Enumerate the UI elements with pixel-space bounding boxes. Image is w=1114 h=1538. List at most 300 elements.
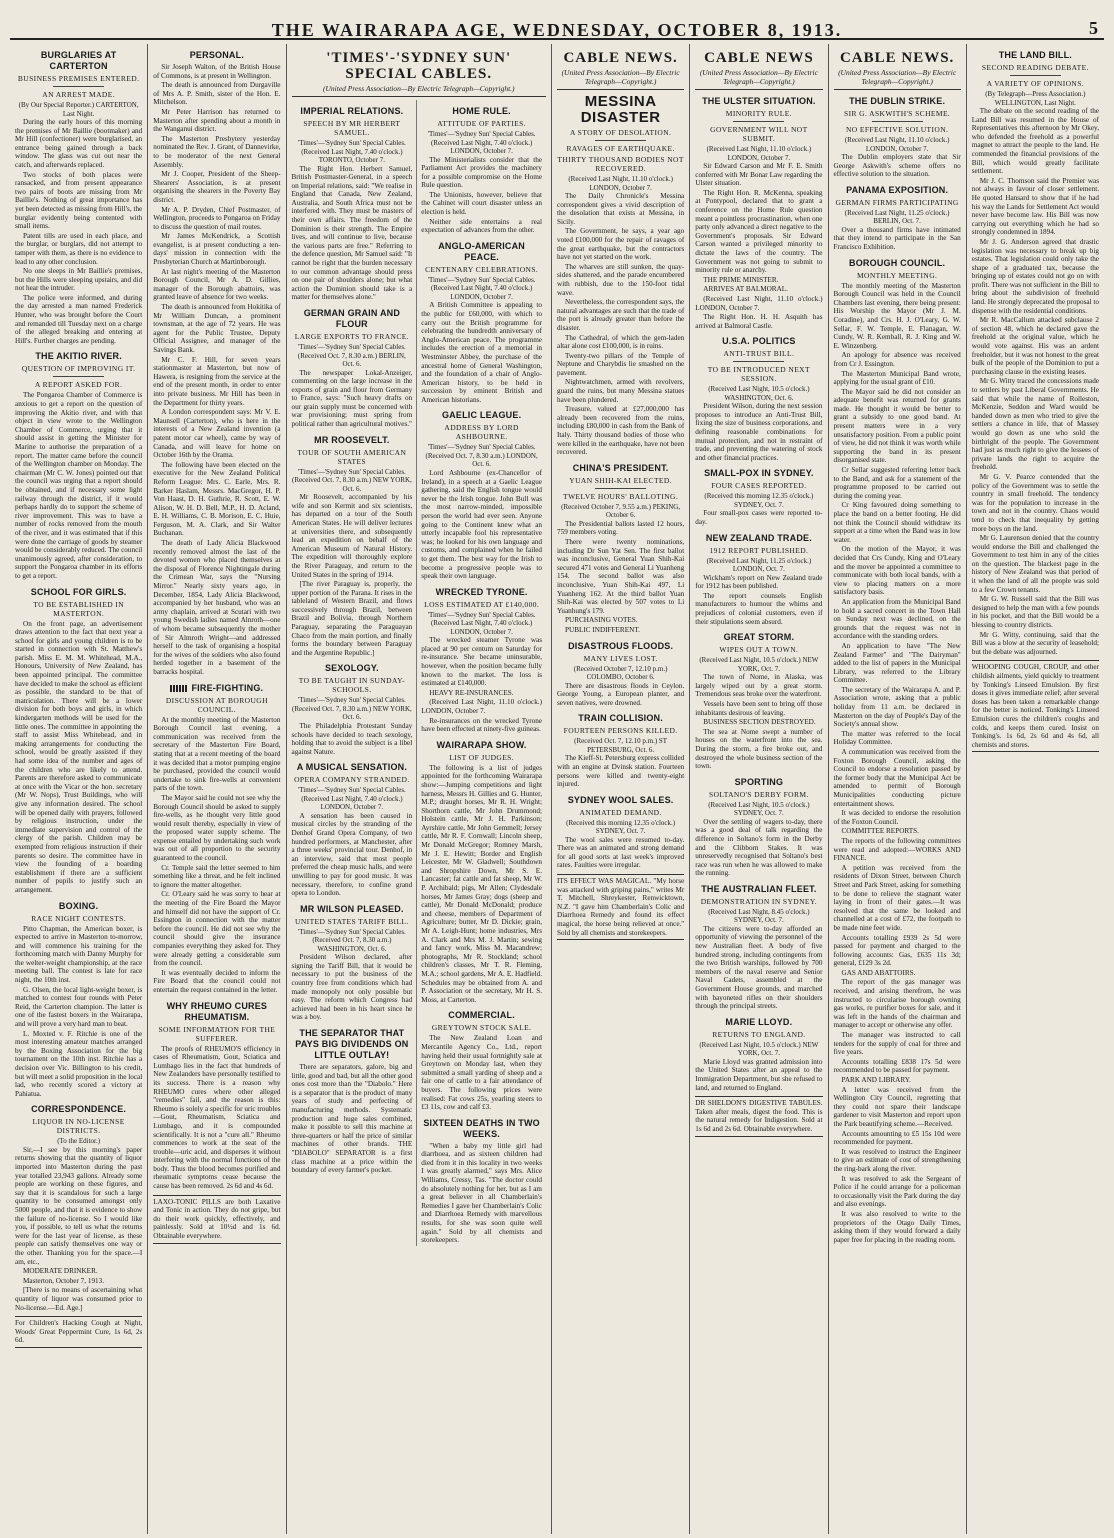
paragraph: Mr J. G. Anderson agreed that drastic legislation was necessary to break up big estates. That legislation could only take the shape of a graduated tax, because the bringing up of estates could not go on with profit. There was not sufficient in the Bill to bring about the subdivision of freehold land. He strongly deprecated the proposal to dispense with the residential conditions. bbox=[971, 237, 1099, 315]
subheading: DEMONSTRATION IN SYDNEY. bbox=[700, 896, 818, 906]
paragraph: COMMITTEE REPORTS. bbox=[841, 827, 919, 836]
headline: BOROUGH COUNCIL. bbox=[849, 257, 946, 268]
article bbox=[421, 241, 542, 405]
paragraph: The Kieff-St. Petersburg express collided with an engine at Dvinsk station. Fourteen persons were killed and twenty-eight injured. bbox=[557, 754, 685, 789]
divider bbox=[53, 86, 104, 87]
subheading: LIQUOR IN NO-LICENSE DISTRICTS. bbox=[32, 1117, 125, 1136]
paragraph: At the monthly meeting of the Masterton Borough Council last evening, a communication was received from the secretary of the Masterton Fire Board, stating that at a recent meeting of the board it was decided that a motor pumping engine be purchased, provided the council would undertake to sink fire-wells at convenient parts of the town. bbox=[153, 715, 281, 793]
paragraph: The Daily Chronicle's Messina correspondent gives a vivid description of the desolation that exists at Messina, in Sicily. bbox=[557, 192, 685, 226]
subheading: TO BE TAUGHT IN SUNDAY-SCHOOLS. bbox=[298, 676, 405, 695]
dateline: (Received Last Night, 10.5 o'clock.) NEW YORK, Oct. 7. bbox=[699, 656, 819, 673]
dateline: (By Telegraph—Press Association.) WELLINGTON, Last Night. bbox=[985, 90, 1086, 107]
headline: MESSINA DISASTER bbox=[580, 93, 661, 126]
dateline: 'Times'—'Sydney Sun' Special Cables. (Received Last Night, 7.40 o'clock.) LONDON, October 7. bbox=[427, 610, 536, 636]
paragraph: The secretary of the Wairarapa A. and P. Association wrote, asking that a public holiday from 11 a.m. be declared in Masterton on the day of People's Day of the Society's annual show. bbox=[833, 685, 961, 729]
masthead bbox=[10, 8, 1104, 40]
paragraph: A letter was received from the Wellington City Council, regretting that they could not spare their landscape gardener to visit Masterton and report upon the Park beautifying scheme.—Received. bbox=[833, 1085, 961, 1128]
headline: TRAIN COLLISION. bbox=[578, 713, 663, 724]
article bbox=[153, 1195, 280, 1244]
subheading: A VARIETY OF OPINIONS. bbox=[986, 79, 1085, 88]
subheading: ANIMATED DEMAND. bbox=[579, 807, 662, 817]
article bbox=[557, 463, 684, 635]
divider bbox=[53, 376, 104, 377]
paragraph: Nevertheless, the correspondent says, the natural advantages are such that the trade of the port is already greater than before the disaster. bbox=[557, 298, 685, 332]
paragraph: THE PRIME MINISTER. bbox=[703, 275, 779, 284]
headline: SCHOOL FOR GIRLS. bbox=[30, 586, 127, 597]
subheading: DISCUSSION AT BOROUGH COUNCIL. bbox=[165, 695, 268, 714]
subheading: MONTHLY MEETING. bbox=[856, 270, 938, 280]
paragraph: The Government, he says, a year ago voted £100,000 for the repair of ravages of the great earthquake, but the contractors have not yet started on the work. bbox=[557, 227, 685, 262]
paragraph: PARK AND LIBRARY. bbox=[841, 1076, 911, 1084]
page-number: 5 bbox=[1089, 18, 1098, 38]
headline: THE SEPARATOR THAT PAYS BIG DIVIDENDS ON LITTLE OUTLAY! bbox=[295, 1028, 409, 1060]
article bbox=[695, 632, 822, 771]
paragraph: (Received Last Night, 11.10 o'clock.) LONDON, October 7. bbox=[695, 294, 823, 312]
advertisement bbox=[557, 874, 684, 940]
paragraph: Mr James McKendrick, a Scottish evangelist, is at present conducting a ten-days' mission in connection with the Presbyterian Church at Martinborough. bbox=[153, 232, 281, 267]
paragraph: The Right Hon. H. H. Asquith has arrived at Balmoral Castle. bbox=[695, 313, 823, 330]
paragraph: Accounts totalling £939 2s 5d were passed for payment and charged to the following accounts: Gas, £635 11s 3d; general, £129 3s 2d. bbox=[833, 933, 961, 968]
paragraph: During the early hours of this morning the premises of Mr Baillie (bootmaker) and Mr Hill (confectioner) were burglarised, an entrance being gained through a back window. The glass was cut out near the catch, and afterwards replaced. bbox=[15, 118, 143, 169]
column-cable-news-2 bbox=[689, 44, 827, 1534]
paragraph: The manager was instructed to call tenders for the supply of coal for three and five years. bbox=[833, 1031, 961, 1057]
special-cables-body bbox=[292, 100, 547, 1246]
subheading: LARGE EXPORTS TO FRANCE. bbox=[294, 332, 410, 341]
article bbox=[292, 308, 413, 429]
paragraph: Wickham's report on New Zealand trade for 1912 has been published. bbox=[695, 573, 823, 591]
paragraph: The Right Hon. Herbert Samuel, British Postmaster-General, in a speech on Imperial relations, said: "We realise in England that Canada, New Zealand, Australia, and South Africa must not be interfered with. They must be masters of their own affairs. The freedom of the Dominion is their strength. The Empire lives, and will continue to live, because the various parts are free." Referring to the defence question, Mr Samuel said: "It cannot be right that the burden necessary to our common advantage should press on one pair of shoulders alone; but what action the Dominion should take is a matter for themselves alone." bbox=[291, 164, 413, 302]
headline: PERSONAL. bbox=[189, 50, 245, 60]
paragraph: Vessels have been sent to bring off those inhabitants desirous of leaving. bbox=[695, 699, 823, 717]
subheading: ADDRESS BY LORD ASHBOURNE. bbox=[444, 423, 519, 442]
subheading: SPEECH BY MR HERBERT SAMUEL. bbox=[303, 119, 401, 137]
paragraph: PUBLIC INDIFFERENT. bbox=[565, 625, 640, 634]
subheading: OPERA COMPANY STRANDED. bbox=[294, 775, 410, 785]
article bbox=[695, 533, 822, 627]
paragraph: President Wilson, during the next session proposes to introduce an Anti-Trust Bill, fixing the size of business corporations, and defining reasonable combinations for mutual protection, and not in restraint of trade, and preventing the watering of stock and other financial practices. bbox=[695, 402, 823, 462]
paragraph: The Philadelphia Protestant Sunday schools have decided to teach sexology, holding that to avoid the subject is a libel against Nature. bbox=[291, 721, 413, 756]
paragraph: No one sleeps in Mr Baillie's premises, but the Hills were sleeping upstairs, and did not hear the intruder. bbox=[15, 267, 143, 293]
paragraph: The Unionists, however, believe that the Cabinet will court disaster unless an election is held. bbox=[421, 190, 542, 217]
paragraph: The reports of the following committees were read and adopted:—WORKS AND FINANCE. bbox=[833, 836, 961, 863]
paragraph: The Cathedral, of which the gem-laden altar alone cost £100,000, is in ruins. bbox=[557, 333, 685, 351]
divider bbox=[1010, 75, 1061, 76]
subheading: ATTITUDE OF PARTIES. bbox=[437, 119, 526, 128]
paragraph: The death is announced from Hokitika of Mr William Duncan, a prominent townsman, at the age of 72 years. He was agent for the Public Trustee, Deputy Official Assignee, and manager of the Savings Bank. bbox=[153, 303, 281, 354]
paragraph: PURCHASING VOTES. bbox=[565, 616, 638, 625]
paragraph: An application to have "The New Zealand Farmer" and "The Dairyman" added to the list of papers in the Municipal Library, was referred to the Library Committee. bbox=[833, 641, 961, 685]
divider bbox=[595, 140, 646, 141]
paragraph: Nightwatchmen, armed with revolvers, guard the ruins, but many Messina statues have been plundered. bbox=[557, 378, 685, 404]
headline: WRECKED TYRONE. bbox=[435, 586, 528, 597]
paragraph: Masterton, October 7, 1913. bbox=[23, 1276, 105, 1285]
paragraph: Over a thousand firms have intimated that they intend to participate in the San Francisco Exhibition. bbox=[833, 225, 961, 251]
article bbox=[834, 50, 961, 90]
paragraph: Sir,—I see by this morning's paper returns showing that the quantity of liquor imported into Masterton during the past year totalled 23,943 gallons. Already some people are working on these figures, and say that it is scandalous for such a large quantity to be consumed amongst only 5000 people, and that it is evidence to show the failure of no-license. So I would like you, if possible, to tell us what the returns were for the last year of license, as these people can satisfy themselves one way or the other. Thanking you for the space.—I am, etc., bbox=[15, 1145, 143, 1266]
paragraph: The town of Nome, in Alaska, was largely wiped out by a great storm. Tremendous seas broke over the waterfront. bbox=[695, 673, 823, 699]
dateline: (Received this morning 12.35 o'clock.) SYDNEY, Oct. 7. bbox=[566, 818, 676, 836]
article bbox=[695, 884, 822, 1011]
credit-line: (United Press Association—By Electric Telegraph—Copyright.) bbox=[695, 68, 822, 90]
dateline: (Received Last Night, 11.10 o'clock.) LONDON, October 7. bbox=[568, 175, 673, 192]
paragraph: Mr G. Witty traced the concessions made to settlers by past Liberal Governments. He said that while the name of Rolleston, McKenzie, Seddon and Ward would be handed down as men who tried to give the settlers a chance in life, that of Massey would go down as one who sold the birthright of the people. The Government had just as much right to give the lessees of private lands the right to acquire the freehold. bbox=[971, 377, 1099, 472]
dateline: 'Times'—'Sydney Sun' Special Cables. (Received Oct. 7, 8.30 a.m.) NEW YORK, Oct. 6. bbox=[292, 467, 412, 493]
paragraph: Mr R. MacCallum attacked subclause 2 of section 48, which he declared gave the freehold at the original value, which he would vote against. His was an ardent freeholder, but it was not honest to the great bulk of the people of the Dominion to put a purchasing clause in the existing leases. bbox=[971, 316, 1099, 376]
headline: NEW ZEALAND TRADE. bbox=[705, 532, 812, 543]
credit-line: (United Press Association—By Electric Telegraph—Copyright.) bbox=[557, 68, 684, 90]
divider bbox=[872, 121, 923, 122]
headline: GAELIC LEAGUE. bbox=[441, 410, 522, 421]
subheading: TO BE INTRODUCED NEXT SESSION. bbox=[707, 365, 810, 384]
subheading: FOUR CASES REPORTED. bbox=[711, 481, 807, 491]
paragraph: Mr G. W. Russell said that the Bill was designed to help the man with a few pounds in his pocket, and that the Bill would be a blessing to country districts. bbox=[971, 595, 1099, 630]
divider bbox=[733, 361, 784, 362]
article bbox=[695, 777, 822, 878]
article bbox=[557, 713, 684, 788]
paragraph: It was resolved to ask the Sergeant of Police if he could arrange for a policeman to occasionally visit the Park during the day and also evenings. bbox=[833, 1174, 961, 1209]
paragraph: HEAVY RE-INSURANCES. bbox=[429, 688, 514, 697]
subheading: TO BE ESTABLISHED IN MASTERTON. bbox=[33, 599, 125, 618]
column-cable-news-1 bbox=[551, 44, 689, 1534]
headline: PANAMA EXPOSITION. bbox=[846, 184, 949, 195]
headline: HOME RULE. bbox=[452, 106, 511, 116]
headline: MR WILSON PLEASED. bbox=[300, 903, 404, 914]
subheading: ANTI-TRUST BILL. bbox=[723, 349, 795, 359]
paragraph: Sir Joseph Walton, of the British House of Commons, is at present in Wellington. bbox=[153, 63, 281, 80]
headline: SMALL-POX IN SYDNEY. bbox=[704, 468, 814, 479]
paragraph: The proofs of RHEUMO'S efficiency in cases of Rheumatism, Gout, Sciatica and Lumbago lies in the fact that hundreds of New Zealanders have personally testified to its success. There is a reason why RHEUMO cures where other alleged "remedies" fail, and the reason is this: Rheumo is solely a specific for uric troubles—Gout, Rheumatism, Sciatica and Lumbago, and it is compounded scientifically. It is not a "cure all." Rheumo commences to work at the seat of the trouble—uric acid, and disperses it without interfering with the normal functions of the body. Thus the blood becomes purified and rheumatic symptoms cease because the cause has been removed. 2s 6d and 4s 6d. bbox=[153, 1044, 281, 1191]
subheading: LIST OF JUDGES. bbox=[449, 752, 515, 762]
paragraph: Mr G. V. Pearce contended that the policy of the Government was to settle the country in small freehold. The tendency was for the population to increase in the town and not in the country. Chaos would tend to check that inequality by getting more boys on the land. bbox=[971, 472, 1099, 533]
advertisement-text: ITS EFFECT WAS MAGICAL. "My horse was attacked with griping pains," writes Mr T. Mitchell, Shreykester, Renwicktown, N.Z. "I gave him Chamberlain's Colic and Diarrhoea Remedy and found its effect magical, the horse being relieved at once." Sold by all chemists and storekeepers. bbox=[557, 877, 685, 937]
headline: SEXOLOGY. bbox=[324, 663, 379, 674]
paragraph: The citizens were to-day afforded an opportunity of viewing the personnel of the new Australian fleet. A body of five hundred strong, including contingents from the two British warships, followed by 700 members of the naval reserve and Senior Naval Cadets, assembled at the Government House grounds, and marched with bayoneted rifles on their shoulders through the principal streets. bbox=[695, 924, 823, 1011]
section-heading: CABLE NEWS. bbox=[839, 50, 955, 66]
paragraph: ARRIVES AT BALMORAL. bbox=[703, 285, 788, 294]
article bbox=[292, 435, 413, 658]
dateline: (Received Last Night, 11.10 o'clock.) LONDON, October 7. bbox=[706, 145, 812, 162]
headline: ANGLO-AMERICAN PEACE. bbox=[438, 240, 526, 262]
article bbox=[421, 410, 542, 580]
article bbox=[834, 96, 961, 179]
paragraph: President Wilson declared, after signing the Tariff Bill, that it would be necessary to put the business of the country free from conditions which had made monopoly not only possible but easy. The reform which Congress had achieved had been in his heart since he was a boy. bbox=[291, 953, 413, 1022]
paragraph: The wool sales were resumed to-day. There was an animated and strong demand for all good sorts at last week's improved rates. Faulties were irregular. bbox=[557, 835, 685, 870]
headline: SPORTING bbox=[734, 776, 784, 787]
paragraph: Mr J. Cooper, President of the Sheep-Shearers' Association, is at present organising the shearers in the Poverty Bay district. bbox=[153, 170, 281, 204]
paragraph: The sea at Nome swept a number of houses on the waterfront into the sea. During the storm, a fire broke out, and destroyed the whole business section of the town. bbox=[695, 727, 823, 771]
special-cables-title: 'TIMES'-'SYDNEY SUN' SPECIAL CABLES. bbox=[326, 50, 512, 82]
dateline: (Received Last Night, 10.5 o'clock.) SYDNEY, Oct. 7. bbox=[708, 800, 810, 818]
paragraph: An application from the Municipal Band to hold a sacred concert in the Town Hall on Sunday next was declined, on the grounds that the request was not in accordance with the standing orders. bbox=[833, 597, 961, 641]
article bbox=[292, 762, 413, 897]
article bbox=[153, 683, 280, 995]
advertisement-text: WHOOPING COUGH, CROUP, and other childish ailments, yield quickly to treatment by Tonking's Linseed Emulsion. By first doses it gives immediate relief; after several doses has been taken a remarkable change for the better is noticed. Tonking's Linseed Emulsion cures the children's coughs and colds, and keeps them cured. Insist on Tonking's. 1s 6d, 2s 6d and 4s 6d, all chemists and stores. bbox=[971, 663, 1099, 749]
paragraph: The wrecked steamer Tyrone was placed at 90 per centum on Saturday for re-insurance. She became uninsurable, however, when the position became fully known to the market. The loss is estimated at £140,000. bbox=[421, 636, 542, 688]
paragraph: A petition was received from the residents of Dixon Street, between Church Street and Park Street, asking for something to be done to relieve the stagnant water laying in front of their gates.—It was resolved that the same be looked and channelled at a cost of £72, the footpath to be made nine feet wide. bbox=[833, 863, 961, 932]
advertisement bbox=[15, 1316, 142, 1348]
paragraph: The Ministerialists consider that the Parliament Act provides the machinery for a possible compromise on the Home Rule question. bbox=[421, 155, 542, 190]
paragraph: The death is announced from Durgaville of Mrs A. P. Smith, sister of the Hon. E. Mitchelson. bbox=[153, 81, 281, 107]
paragraph: The Dublin employers state that Sir George Askwith's scheme offers no effective solution to the situation. bbox=[833, 153, 961, 179]
paragraph: Sir Edward Carson and Mr F. E. Smith conferred with Mr Bonar Law regarding the Ulster situation. bbox=[695, 162, 823, 188]
paragraph: Twenty-two pillars of the Temple of Neptune and Charybdis lie smashed on the pavement. bbox=[557, 351, 685, 377]
subheading: A REPORT ASKED FOR. bbox=[34, 380, 123, 390]
headline: CORRESPONDENCE. bbox=[31, 1104, 127, 1115]
dateline: (Received Last Night, 8.45 o'clock.) SYDNEY, Oct. 7. bbox=[708, 907, 810, 925]
paragraph: A London correspondent says: Mr V. E. Maunsell (Carterton), who is here in the interests of a New Zealand invention (a patent motor car wheel), came by way of Canada, and will leave for home on October 16th by the Orama. bbox=[153, 408, 281, 460]
paragraph: Re-insurances on the wrecked Tyrone have been effected at ninety-five guineas. bbox=[421, 716, 542, 734]
dateline: (To the Editor.) bbox=[57, 1137, 101, 1146]
paragraph: It was eventually decided to inform the Fire Board that the council could not entertain the request contained in the letter. bbox=[153, 968, 281, 994]
paragraph: There were twenty nominations, including Dr Sun Yat Sen. The first ballot was inconclusive, General Yuan Shih-Kai secured 471 votes and General Li Yuanheng 154. The second ballot was also inconclusive, Yuan Shih-Kai 497, Li Yuanheng 162. At the third ballot Yuan Shih-Kai was elected by 507 votes to Li Yuanhung's 179. bbox=[557, 538, 685, 615]
dateline: 'Times'—'Sydney Sun' Special Cables. (Received Last Night, 7.40 o'clock.) LONDON, October 7. bbox=[427, 275, 536, 301]
article bbox=[972, 660, 1099, 752]
paragraph: It was also resolved to write to the proprietors of the Otago Daily Times, asking them if they would forward a daily paper free for placing in the reading room. bbox=[833, 1209, 961, 1244]
headline: SYDNEY WOOL SALES. bbox=[567, 794, 674, 805]
dateline: (Received Oct. 7, 12.10 p.m.) ST PETERSBURG, Oct. 6. bbox=[574, 737, 668, 754]
article bbox=[695, 96, 822, 330]
dateline: 'Times'—'Sydney Sun' Special Cables. (Received Oct. 7, 8.30 a.m.) LONDON, Oct. 6. bbox=[425, 443, 538, 469]
paragraph: Cr Sellar suggested referring letter back to the Band, and ask for a statement of the programme proposed to be carried out during the coming year. bbox=[833, 466, 961, 500]
subheading: LOSS ESTIMATED AT £140,000. bbox=[424, 599, 540, 609]
paragraph: The report counsels English manufacturers to humour the whims and prejudices of colonial customers, even if their stipulations seem absurd. bbox=[695, 591, 823, 626]
dateline: (Received this morning 12.35 o'clock.) SYDNEY, Oct. 7. bbox=[704, 492, 814, 509]
paragraph: It was resolved to instruct the Engineer to give an estimate of cost of strengthening the ring-bark along the river. bbox=[833, 1147, 961, 1173]
advertisement bbox=[153, 1195, 280, 1244]
subheading: GOVERNMENT WILL NOT SUBMIT. bbox=[710, 125, 808, 143]
paragraph: The newspaper Lokal-Anzeiger, commenting on the large increase in the exports of grain and flour from Germany to France, says: "Such heavy drafts on our grain supply must be concerned with war provisioning; must spring from political rather than agricultural motives." bbox=[291, 368, 413, 429]
article bbox=[557, 795, 684, 870]
paragraph: Patent tills are used in each place, and the burglar, or burglars, did not attempt to tamper with them, as there is no evidence to lead to any other conclusion. bbox=[15, 231, 143, 266]
paragraph: An apology for absence was received from Cr J. Essington. bbox=[833, 351, 961, 368]
dateline: (Received October 7, 12.10 p.m.) COLOMBO, October 6. bbox=[573, 664, 668, 682]
advertisement bbox=[695, 1096, 822, 1136]
columns bbox=[10, 44, 1104, 1534]
article bbox=[15, 1104, 142, 1312]
paragraph: The Presidential ballots lasted 12 hours, 759 members voting. bbox=[557, 519, 685, 537]
article bbox=[292, 106, 413, 302]
headline: THE AUSTRALIAN FLEET. bbox=[701, 883, 817, 894]
subheading: GERMAN FIRMS PARTICIPATING bbox=[835, 197, 959, 207]
headline: THE LAND BILL. bbox=[998, 50, 1073, 60]
advertisement bbox=[972, 660, 1099, 752]
subheading: YUAN SHIH-KAI ELECTED. bbox=[569, 475, 672, 485]
headline: IMPERIAL RELATIONS. bbox=[300, 106, 404, 116]
article bbox=[557, 94, 684, 457]
paragraph: The Mayor said he could not see why the Borough Council should be asked to supply fire-wells, as he thought very little good would result thereby, especially in view of the proposed water supply scheme. The expense entailed by undertaking such work was out of all proportion to the security guaranteed to the council. bbox=[153, 793, 281, 863]
paragraph: "When a baby my little girl had diarrhoea, and as sixteen children had died from it in this locality in two weeks I was greatly alarmed," says Mrs. Alice Williams, Cressy, Tas. "The doctor could do absolutely nothing for her, but as I am a great believer in all Chamberlain's Remedies I gave her Chamberlain's Colic and Diarrhoea Remedy with marvellous results, for she was soon quite well again." Sold by all chemists and storekeepers. bbox=[421, 1141, 542, 1245]
masthead-title: THE WAIRARAPA AGE, WEDNESDAY, OCTOBER 8, 1913. bbox=[271, 20, 843, 40]
dateline: (Received Last Night, 10.5 o'clock.) NEW YORK, Oct. 7. bbox=[699, 1040, 819, 1058]
article bbox=[292, 1028, 413, 1175]
advertisement-text: LAXO-TONIC PILLS are both Laxative and Tonic in action. They do not gripe, but do their work quickly, effectively, and painlessly. Sold at 10½d and 1s 6d. Obtainable everywhere. bbox=[153, 1197, 281, 1241]
paragraph: BUSINESS SECTION DESTROYED. bbox=[703, 718, 816, 727]
dateline: 'Times'—'Sydney Sun' Special Cables. (Received Oct. 7, 8.30 a.m.) NEW YORK, Oct. 6. bbox=[292, 696, 412, 722]
article bbox=[972, 50, 1099, 656]
paragraph: Mr G. Witty, continuing, said that the Bill was a blow at the security of leasehold; but the debate was adjourned. bbox=[971, 630, 1099, 656]
paragraph: MODERATE DRINKER. bbox=[23, 1267, 98, 1276]
headline: COMMERCIAL. bbox=[448, 1010, 515, 1021]
article bbox=[421, 106, 542, 235]
headline: BOXING. bbox=[58, 900, 99, 911]
paragraph: The Masterton Presbytery yesterday nominated the Rev. J. Grant, of Dannevirke, to be moderator of the next General Assembly. bbox=[153, 134, 281, 169]
headline: WHY RHEUMO CURES RHEUMATISM. bbox=[166, 1000, 268, 1022]
advertisement-text: DR SHELDON'S DIGESTIVE TABULES. Taken after meals, digest the food. This is the natural remedy for Indigestion. Sold at 1s 6d and 2s 6d. Obtainable everywhere. bbox=[695, 1099, 823, 1133]
paragraph: Accounts totalling £838 17s 5d were recommended to be passed for payment. bbox=[833, 1057, 961, 1075]
section-heading: CABLE NEWS. bbox=[563, 50, 678, 66]
subheading: CENTENARY CELEBRATIONS. bbox=[425, 264, 539, 274]
subheading: GREYTOWN STOCK SALE. bbox=[431, 1023, 532, 1033]
headline: GREAT STORM. bbox=[723, 632, 795, 643]
paragraph: The death of Lady Alicia Blackwood recently removed almost the last of the devoted women who placed themselves at the disposal of Florence Nightingale during the Crimean War, says the "Nursing Mirror." Nearly sixty years ago, in December, 1854, Lady Alicia Blackwood, accompanied by her husband, who was an army chaplain, arrived at Scutari with two young Swedish ladies named Alnroth—one of whom became subsequently the mother of Sir Almroth Wright—and addressed herself to the task of organising a hospital for the wives of the soldiers who also found herded together in a basement of the barracks hospital. bbox=[153, 539, 281, 676]
paragraph: Mr Roosevelt, accompanied by his wife and son Kermit and six scientists, has departed on a tour of the South American States. He will deliver lectures at universities there, and subsequently lead an expedition on behalf of the American Museum of Natural History. The expedition will thoroughly explore the River Paraguay, and return to the United States in the spring of 1914. bbox=[291, 493, 413, 579]
special-cables-credit: (United Press Association—By Electric Telegraph—Copyright.) bbox=[292, 84, 547, 97]
dateline: 'Times'—'Sydney Sun' Special Cables. (Received Last Night, 7.40 o'clock.) LONDON, October 7. bbox=[427, 130, 536, 155]
subheading: RACE NIGHT CONTESTS. bbox=[31, 913, 126, 923]
paragraph: Treasure, valued at £27,000,000 has already been recovered from the ruins, including £80,000 in cash from the Bank of Italy. Thirty thousand bodies of those who were killed in the earthquake, have not been recovered. bbox=[557, 405, 685, 457]
headline: GERMAN GRAIN AND FLOUR bbox=[303, 308, 401, 329]
paragraph: A sensation has been caused in musical circles by the stranding of the Denhof Grand Opera Company, of two hundred performers, at Manchester, after a three weeks' provincial tour. Denhof, in an interview, said that most people preferred the cheap music halls, and were unwilling to pay for good music. It was necessary, therefore, to confine grand opera to London. bbox=[291, 811, 413, 898]
paragraph: Mr A. P. Dryden, Chief Postmaster, of Wellington, proceeds to Pongaroa on Friday to discuss the question of mail routes. bbox=[153, 205, 281, 231]
headline: U.S.A. POLITICS bbox=[722, 336, 796, 347]
article bbox=[557, 50, 684, 90]
article bbox=[153, 50, 280, 677]
paragraph: The monthly meeting of the Masterton Borough Council was held in the Council Chambers last evening, there being present: His Worship the Mayor (Mr J. M. Coradine), and Crs. H. J. O'Leary, G. W. Sellar, F. W. Temple, E. Flanagan, W. Cundy, W. R. Kemball, R. J. King and W. E. Winzenberg. bbox=[833, 281, 961, 350]
dateline: (Received Last Night, 11.25 o'clock.) LONDON, Oct. 7. bbox=[706, 556, 812, 574]
advertisement-text: For Children's Hacking Cough at Night, Woods' Great Peppermint Cure, 1s 6d, 2s 6d. bbox=[15, 1319, 143, 1345]
paragraph: (Received Last Night, 11.10 o'clock.) LONDON, October 7. bbox=[421, 698, 542, 715]
paragraph: L. Moxted v. F. Ritchie is one of the most interesting amateur matches arranged by the Boxing Association for the big tournament on the 10th inst. Ritchie has a decision over Vic. Billington to his credit, but will meet a solid proposition in the local lad, who recently scored a victory at Pahiatua. bbox=[15, 1029, 143, 1098]
paragraph: It was decided to endorse the resolution of the Foxton Council. bbox=[833, 809, 961, 826]
subheading: A STORY OF DESOLATION. bbox=[569, 128, 672, 137]
paragraph: The Pongaroa Chamber of Commerce is anxious to get a report on the question of improving the Akitio river, and with that object in view wrote to the Wellington Chamber of Commerce, urging that it should assist in getting the Minister for Marine to authorise the preparation of a report. The matter came before the council of the Wellington chamber on Monday. The chairman (Mr C. W. Jones) pointed out that the council was urging that a report should be obtained, and if necessary some light railway through the district, if it would perhaps hardly do to support the scheme of river improvement. This was to have a number of rocks removed from the mouth of the river, and it was estimated that if this were done the carriage of goods by steamer would be considerably reduced. The council unanimously agreed, after consideration, to support the Pongaroa chamber in its efforts to get a report. bbox=[15, 391, 143, 580]
paragraph: The wharves are still sunken, the quay-sides shattered, and the parade encumbered with rubbish, due to the 150-foot tidal wave. bbox=[557, 262, 685, 297]
paragraph: Four small-pox cases were reported to-day. bbox=[695, 509, 823, 527]
paragraph: Lord Ashbourne (ex-Chancellor of Ireland), in a speech at a Gaelic League gathering, said the English tongue would never be the Irish tongue. John Bull was the most narrow-minded, impossible person the world had ever seen. Anyone going to the Continent knew what an utterly incapable fool his representative was; he looked for his own language and customs, and complained when he failed to get them. The best way for the Irish to become a progressive people was to speak their own language. bbox=[421, 468, 542, 581]
article bbox=[834, 185, 961, 252]
subheading: NO EFFECTIVE SOLUTION. bbox=[845, 125, 949, 134]
subheading: 1912 REPORT PUBLISHED. bbox=[709, 545, 809, 555]
section-heading: CABLE NEWS bbox=[704, 50, 814, 66]
subheading: UNITED STATES TARIFF BILL. bbox=[295, 916, 409, 926]
subheading: MANY LIVES LOST. bbox=[583, 653, 658, 663]
dateline: (Received October 7, 9.55 a.m.) PEKING, October 6. bbox=[561, 502, 681, 520]
paragraph: Two stocks of both places were ransacked, and from present appearance two pairs of boots are missing from Mr Baillie's. Nothing of great importance has yet been detected as missing from Hill's, the burglar evidently being contented with small items. bbox=[15, 170, 143, 231]
dateline: (Received Last Night, 10.5 o'clock.) WASHINGTON, Oct. 6. bbox=[708, 385, 810, 402]
paragraph: The debate on the second reading of the Land Bill was resumed in the House of Representatives this afternoon by Mr Okey, who defended the freehold as a powerful magnet to attract the people to the land. He commended the financial provisions of the Bill, which would greatly facilitate settlement. bbox=[971, 107, 1099, 176]
article bbox=[292, 904, 413, 1022]
subheading: BUSINESS PREMISES ENTERED. bbox=[17, 74, 140, 83]
paragraph: Marie Lloyd was granted admission into the United States after an appeal to the Immigration Department, but she refused to land, and returned to England. bbox=[695, 1057, 823, 1092]
column-special-cables bbox=[286, 44, 552, 1534]
special-cables-left bbox=[292, 100, 417, 1246]
headline: THE ULSTER SITUATION. bbox=[702, 96, 816, 106]
paragraph: The report of the gas manager was received, and arising therefrom, he was instructed to circularise borough owning gas works, re purifier boxes for sale, and it was left in the hands of the chairman and manager to accept or otherwise any offer. bbox=[833, 978, 961, 1030]
article bbox=[695, 1017, 822, 1092]
column-land-bill bbox=[966, 44, 1104, 1534]
headline: CHINA'S PRESIDENT. bbox=[572, 462, 669, 473]
column-2 bbox=[147, 44, 285, 1534]
paragraph: The matter was referred to the local Holiday Committee. bbox=[833, 729, 961, 747]
paragraph: Mr C. F. Hill, for seven years stationmaster at Masterton, but now of Hawera, is resigning from the service at the end of the present month, in order to enter into private business. Mr Hill has been in the Department for thirty years. bbox=[153, 355, 281, 407]
paragraph: Pitto Chapman, the American boxer, is expected to arrive in Masterton to-morrow, and will commence his training for the forthcoming match with Danny Murphy for the welter-weight championship, at the race meeting ball. The contest is late for race night, the 10th inst. bbox=[15, 924, 143, 985]
subheading: SOLTANO'S DERBY FORM. bbox=[709, 789, 809, 799]
credit-line: (United Press Association—By Electric Telegraph—Copyright.) bbox=[834, 68, 961, 90]
paragraph: There are disastrous floods in Ceylon. George Young, a European planter, and seven natives, were drowned. bbox=[557, 681, 685, 707]
article bbox=[421, 1010, 542, 1111]
article bbox=[695, 1096, 822, 1136]
subheading: AN ARREST MADE. bbox=[42, 90, 115, 99]
paragraph: The Masterton Municipal Band wrote, applying for the usual grant of £10. bbox=[833, 369, 961, 387]
article bbox=[15, 901, 142, 1099]
headline: THE DUBLIN STRIKE. bbox=[849, 96, 946, 106]
article bbox=[15, 50, 142, 345]
paragraph: A communication was received from the Foxton Borough Council, asking the Council to endorse a resolution passed by the former body that the Municipal Act be amended to permit of Borough Municipalities conducting picture entertainment shows. bbox=[833, 748, 961, 808]
article bbox=[421, 587, 542, 734]
dateline: 'Times'—'Sydney Sun' Special Cables. (Received Oct. 7, 8.30 a.m.) WASHINGTON, Oct. 6. bbox=[297, 927, 406, 953]
paragraph: Accounts amounting to £5 15s 10d were recommended for payment. bbox=[833, 1129, 961, 1147]
paragraph: Mr Peter Harrison has returned to Masterton after spending about a month in the Wanganui district. bbox=[153, 107, 281, 134]
headline: A MUSICAL SENSATION. bbox=[296, 762, 408, 773]
dateline: 'Times'—'Sydney Sun' Special Cables. (Received Last Night, 7.40 o'clock.) TORONTO, October 7. bbox=[297, 139, 406, 164]
headline: MR ROOSEVELT. bbox=[314, 434, 390, 445]
paragraph: GAS AND ABATTOIRS. bbox=[841, 968, 916, 977]
paragraph: Over the settling of wagers to-day, there was a good deal of talk regarding the difference in Soltano's form in the Derby and the Clibborn Stakes. It was unreservedly recognised that Soltano's best race was run when he was allowed to make the running. bbox=[695, 817, 823, 878]
subheading: SIR G. ASKWITH'S SCHEME. bbox=[844, 109, 951, 118]
paragraph: Neither side entertains a real expectation of advances from the other. bbox=[421, 217, 542, 235]
headline: MARIE LLOYD. bbox=[725, 1016, 793, 1027]
article bbox=[695, 50, 822, 90]
article bbox=[292, 663, 413, 756]
headline: FIRE-FIGHTING. bbox=[153, 683, 280, 694]
divider bbox=[595, 488, 646, 489]
headline: WAIRARAPA SHOW. bbox=[436, 739, 527, 750]
article bbox=[153, 1001, 280, 1191]
column-1 bbox=[10, 44, 147, 1534]
paragraph: The New Zealand Loan and Mercantile Agency Co., Ltd., report having held their usual fortnightly sale at Greytown on Monday last, when they submitted a small yarding of sheep and a fair one of cattle to a fair attendance of buyers. The following prices were realised: Fat cows 25s, yearling steers to £3 11s, cow and calf £3. bbox=[421, 1034, 542, 1112]
paragraph: The following have been elected on the executive for the New Zealand Political Reform League: Mrs. C. Earle, Mrs. R. Barker Haslam, Messrs. MacGregor, H. P. Von Haast, D. H. Guthrie, R. Scott, E. W. Alison, W. H. D. Bell, M.P., H. D. Acland, E. H. Williams, C. B. Morison, E. C. Huie, Ferguson, M. A. Clark, and Sir Walter Buchanan. bbox=[153, 460, 281, 538]
subheading: MINORITY RULE. bbox=[725, 109, 792, 118]
subheading: WIPES OUT A TOWN. bbox=[719, 645, 799, 655]
paragraph: At last night's meeting of the Masterton Borough Council, Mr A. D. Gillies, manager of the Borough abattoirs, was granted leave of absence for two weeks. bbox=[153, 267, 281, 302]
paragraph: There are separators, galore, big and little, good and bad, but all the other good ones cost more than the "Diabolo." Here is a separator that is the product of many years of study and perfecting of manufacturing methods. Systematic production and huge sales combined, make it possible to sell this machine at three-quarters or half the price of similar machines of other brands. THE "DIABOLO" SEPARATOR is a first class machine at a price within the boundary of every farmer's pocket. bbox=[291, 1063, 413, 1175]
article bbox=[695, 468, 822, 526]
article bbox=[15, 1316, 142, 1348]
paragraph: The Right Hon. R. McKenna, speaking at Pontypool, declared that to grant a conference on the Home Rule question meant a pointless procrastination, when one party only advanced a direct negative to the Government's proposals. Sir Edward Carson wanted a privileged minority to dictate the laws of the country. The Government was not going to submit to minority rule or anarchy. bbox=[695, 188, 823, 275]
paragraph: [There is no means of ascertaining what quantity of liquor was consumed prior to No-license.—Ed. Age.] bbox=[15, 1286, 143, 1312]
paragraph: G. Olsen, the local light-weight boxer, is matched to contest four rounds with Peter Reid, the Carterton champion. The latter is one of the fastest boxers in the Wairarapa, and will prove a very hard man to beat. bbox=[15, 985, 143, 1029]
paragraph: Mr J. C. Thomson said the Premier was not always in favour of closer settlement. He quoted Hansard to show that if he had his way the Lands for Settlement Act would never have become law. His Bill was now carrying out everything which he had so strongly condemned in 1894. bbox=[971, 176, 1099, 237]
paragraph: Cr King favoured doing something to place the band on a better footing. He did not think the Council should withdraw its support at a time when the Band was in low water. bbox=[833, 501, 961, 544]
paragraph: The police were informed, and during the day arrested a man named Frederick Hunter, who was brought before the Court and remanded till Tuesday next on a charge of the alleged breaking and entering at Hill's. Further charges are pending. bbox=[15, 293, 143, 345]
subheading: THIRTY THOUSAND BODIES NOT RECOVERED. bbox=[557, 155, 684, 173]
paragraph: A British Committee is appealing to the public for £60,000, with which to carry out the British programme for celebrating the hundredth anniversary of Anglo-American peace. The programme includes the erection of a memorial in Westminster Abbey, the purchase of the ancestral home of General Washington, and the foundation of a chair of Anglo-American history, to be held in succession by eminent British and American historians. bbox=[421, 301, 542, 404]
divider bbox=[733, 121, 784, 122]
dateline: (By Our Special Reporter.) CARTERTON, Last Night. bbox=[18, 101, 139, 118]
dateline: 'Times'—'Sydney Sun' Special Cables. (Received Oct. 7, 8.30 a.m.) BERLIN, Oct. 6. bbox=[297, 343, 406, 368]
subheading: RETURNS TO ENGLAND. bbox=[712, 1029, 806, 1039]
article bbox=[421, 740, 542, 1005]
subheading: SECOND READING DEBATE. bbox=[981, 63, 1089, 72]
fire-engine-icon bbox=[170, 685, 188, 692]
article bbox=[15, 351, 142, 580]
article bbox=[695, 336, 822, 462]
paragraph: Cr. O'Leary said he was sorry to hear at the meeting of the Fire Board the Mayor and himself did not have the support of Cr. Essington in connection with the matter before the council. He did not see why the council should give the insurance companies everything they asked for. They were already getting a considerable sum from the council. bbox=[153, 890, 281, 968]
article bbox=[15, 587, 142, 895]
article bbox=[557, 874, 684, 940]
column-cable-news-3 bbox=[828, 44, 966, 1534]
dateline: (Received Last Night, 11.10 o'clock.) LONDON, October 7. bbox=[844, 136, 950, 153]
